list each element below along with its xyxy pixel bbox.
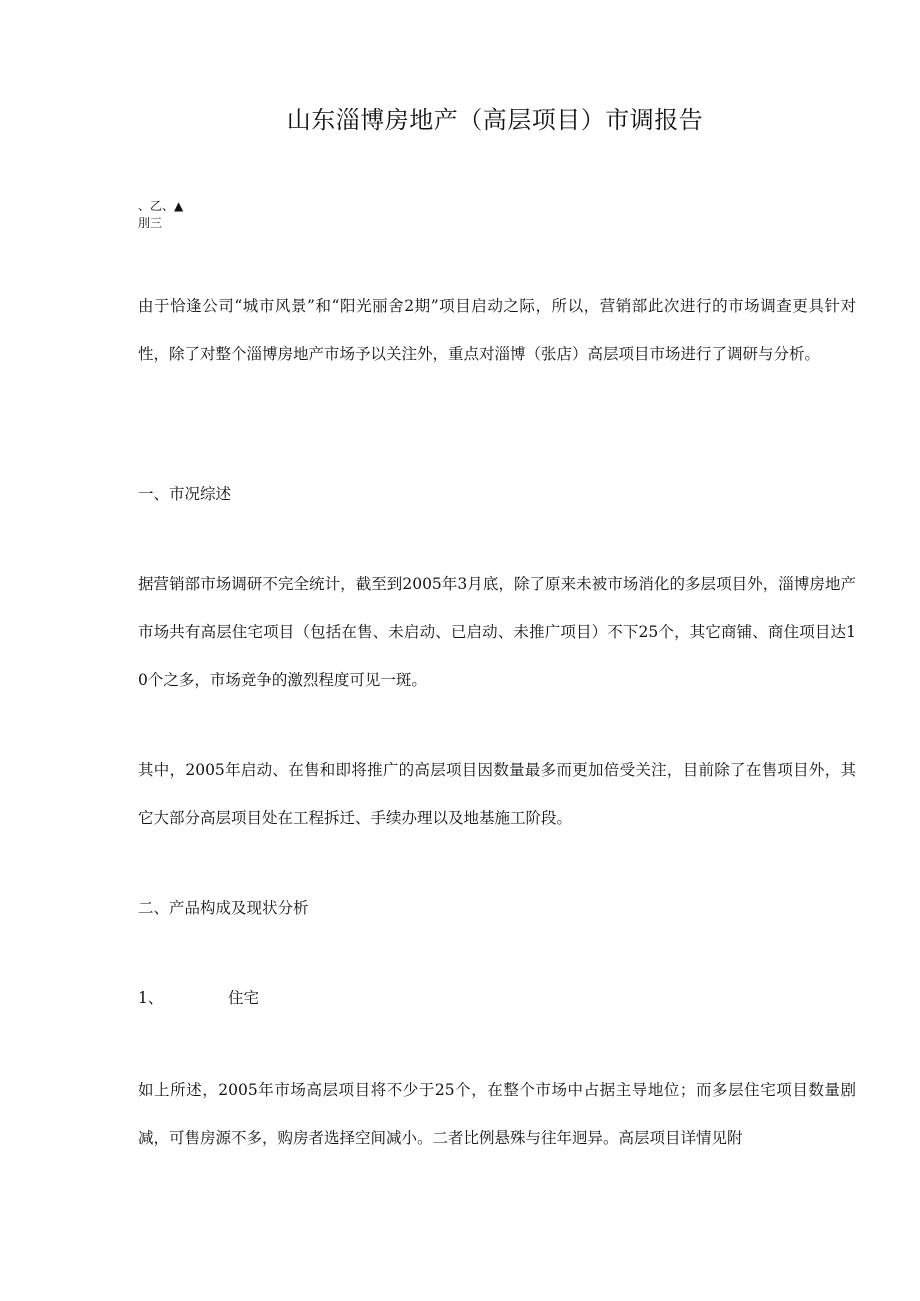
document-title: 山东淄博房地产（高层项目）市调报告 <box>286 106 704 134</box>
subsection-number: 1、 <box>138 989 164 1007</box>
body-paragraph: 其中，2005年启动、在售和即将推广的高层项目因数量最多而更加倍受关注，目前除了在售项目外，其它大部分高层项目处在工程拆迁、手续办理以及地基施工阶段。 <box>138 761 856 827</box>
garbled-text-line: 刖三 <box>138 216 163 230</box>
subsection-heading <box>138 986 260 1010</box>
intro-paragraph: 由于恰逢公司“城市风景”和“阳光丽舍2期”项目启动之际，所以，营销部此次进行的市场调查更具针对性，除了对整个淄博房地产市场予以关注外，重点对淄博（张店）高层项目市场进行了调研与分析。 <box>138 297 856 363</box>
section-heading: 二、产品构成及现状分析 <box>138 899 309 917</box>
section-heading: 一、市况综述 <box>138 485 232 503</box>
garbled-text-line: 、乙、▲ <box>138 199 184 213</box>
body-paragraph: 如上所述，2005年市场高层项目将不少于25个，在整个市场中占据主导地位；而多层住宅项目数量剧减，可售房源不多，购房者选择空间减小。二者比例悬殊与往年迥异。高层项目详情见附 <box>138 1081 856 1147</box>
subsection-label: 住宅 <box>228 989 260 1007</box>
body-paragraph: 据营销部市场调研不完全统计，截至到2005年3月底，除了原来未被市场消化的多层项目外，淄博房地产市场共有高层住宅项目（包括在售、未启动、已启动、未推广项目）不下25个，其它商铺、商住项目达10个之多，市场竞争的激烈程度可见一斑。 <box>138 575 856 689</box>
